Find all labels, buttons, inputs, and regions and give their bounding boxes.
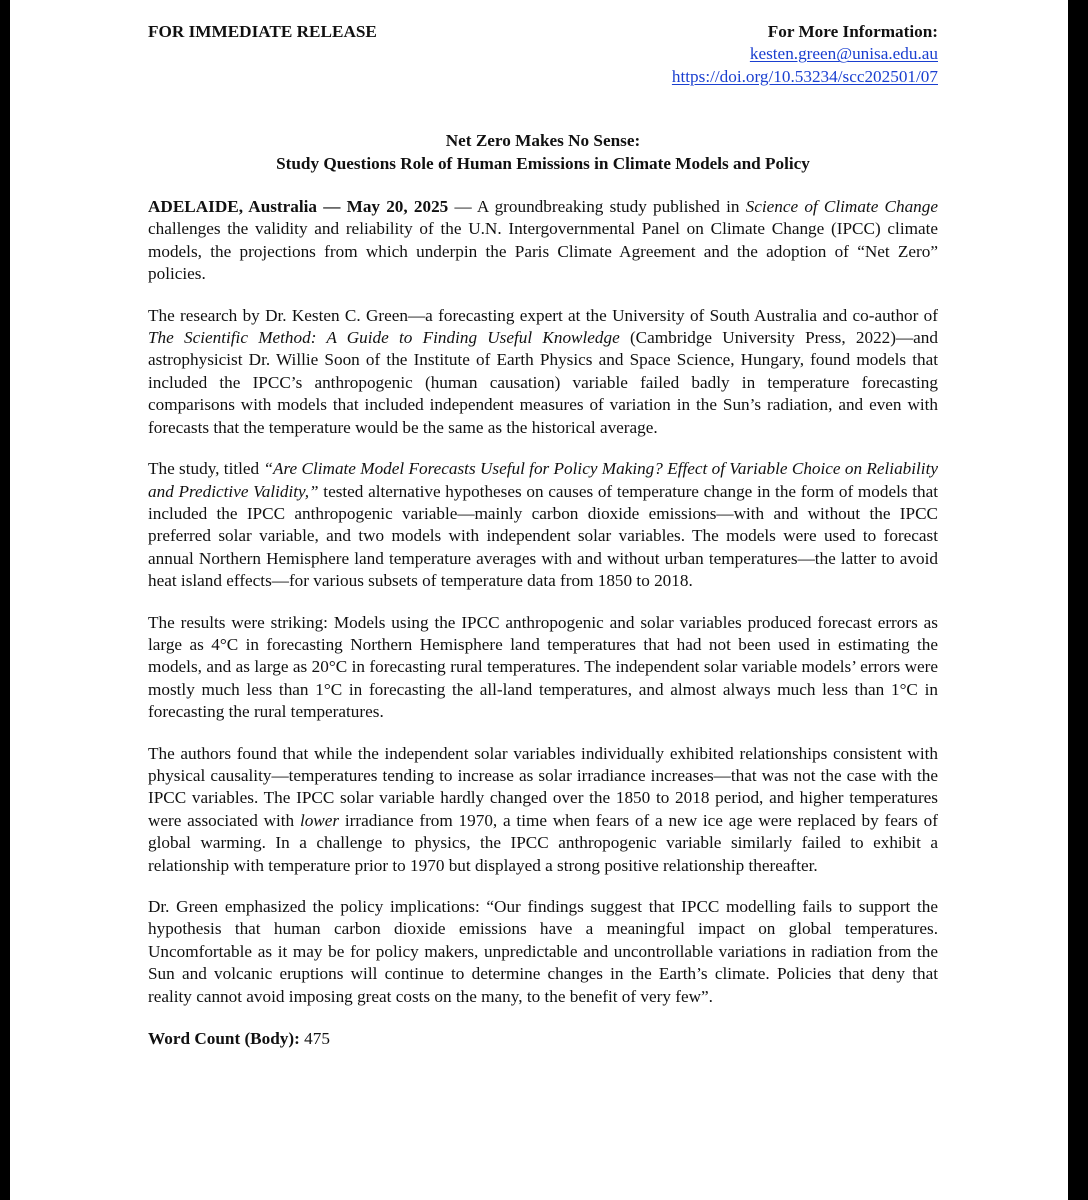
paragraph-results: The results were striking: Models using the IPCC anthropogenic and solar variables produced forecast errors as large as 4°C in forecasting Northern Hemisphere land temperatures that had not been used in estimating the models, and as large as 20°C in forecasting rural temperatures. The independent solar variable models’ errors were mostly much less than 1°C in forecasting the all-land temperatures, and almost always much less than 1°C in forecasting the rural temperatures. xyxy=(148,612,938,722)
release-label: FOR IMMEDIATE RELEASE xyxy=(148,22,377,41)
study-title: “Are Climate Model Forecasts Useful for Policy Making? Effect of Variable Choice on Reliability and Predictive Validity,” xyxy=(148,459,938,501)
dateline: ADELAIDE, Australia — May 20, 2025 xyxy=(148,197,449,217)
info-label: For More Information: xyxy=(767,22,938,41)
paragraph-text: The authors found that while the independent solar variables individually exhibited relationships consistent with physical causality—temperatures tending to increase as solar irradiance increases—that was not the case with the IPCC variables. The IPCC solar variable hardly changed over the 1850 to 2018 period, and higher temperatures were associated with xyxy=(148,743,938,830)
email-link[interactable]: kesten.green@unisa.edu.au xyxy=(749,44,938,64)
paragraph-quote: Dr. Green emphasized the policy implications: “Our findings suggest that IPCC modelling fails to support the hypothesis that human carbon dioxide emissions have a meaningful impact on global temperatures. Uncomfortable as it may be for policy makers, unpredictable and uncontrollable variations in radiation from the Sun and volcanic eruptions will continue to determine changes in the Earth’s climate. Policies that deny that reality cannot avoid imposing great costs on the many, to the benefit of very few”. xyxy=(148,897,938,1006)
word-count xyxy=(148,1028,938,1050)
word-count-value: 475 xyxy=(299,1029,330,1049)
paragraph-text: — A groundbreaking study published in xyxy=(448,197,746,217)
title-line-1: Net Zero Makes No Sense: xyxy=(445,131,641,151)
word-count-label: Word Count (Body): xyxy=(148,1029,300,1049)
header-row xyxy=(148,21,938,88)
page-title xyxy=(148,130,938,175)
title-line-2: Study Questions Role of Human Emissions in Climate Models and Policy xyxy=(276,153,810,173)
journal-name: Science of Climate Change xyxy=(745,197,938,217)
paragraph-research xyxy=(148,305,938,439)
paragraph-text: challenges the validity and reliability of the U.N. Intergovernmental Panel on Climate Change (IPCC) climate models, the projections from which underpin the Paris Climate Agreement and the adoption of “Net Zero” policies. xyxy=(148,219,938,284)
paragraph-intro xyxy=(148,196,938,286)
paragraph-text: The study, titled xyxy=(148,459,264,479)
document-page xyxy=(10,0,1068,1200)
paragraph-text: irradiance from 1970, a time when fears of a new ice age were replaced by fears of global warming. In a challenge to physics, the IPCC anthropogenic variable similarly failed to exhibit a relationship with temperature prior to 1970 but displayed a strong positive relationship thereafter. xyxy=(148,810,938,875)
paragraph-findings xyxy=(148,743,938,877)
paragraph-text: The research by Dr. Kesten C. Green—a forecasting expert at the University of South Australia and co-author of xyxy=(148,305,938,325)
emphasis-text: lower xyxy=(299,810,340,830)
paragraph-study xyxy=(148,458,938,592)
paragraph-text: (Cambridge University Press, 2022)—and astrophysicist Dr. Willie Soon of the Institute of Earth Physics and Space Science, Hungary, found models that included the IPCC’s anthropogenic (human causation) variable failed badly in temperature forecasting comparisons with models that included independent measures of variation in the Sun’s radiation, and even with forecasts that the temperature would be the same as the historical average. xyxy=(148,328,938,437)
contact-info xyxy=(672,21,938,88)
book-title: The Scientific Method: A Guide to Finding Useful Knowledge xyxy=(148,328,620,348)
doi-link[interactable]: https://doi.org/10.53234/scc202501/07 xyxy=(671,66,938,86)
paragraph-text: tested alternative hypotheses on causes of temperature change in the form of models that included the IPCC anthropogenic variable—mainly carbon dioxide emissions—with and without the IPCC preferred solar variable, and two models with independent solar variables. The models were used to forecast annual Northern Hemisphere land temperature averages with and without urban temperatures—the latter to avoid heat island effects—for various subsets of temperature data from 1850 to 2018. xyxy=(148,481,939,591)
document-body xyxy=(148,21,938,1050)
